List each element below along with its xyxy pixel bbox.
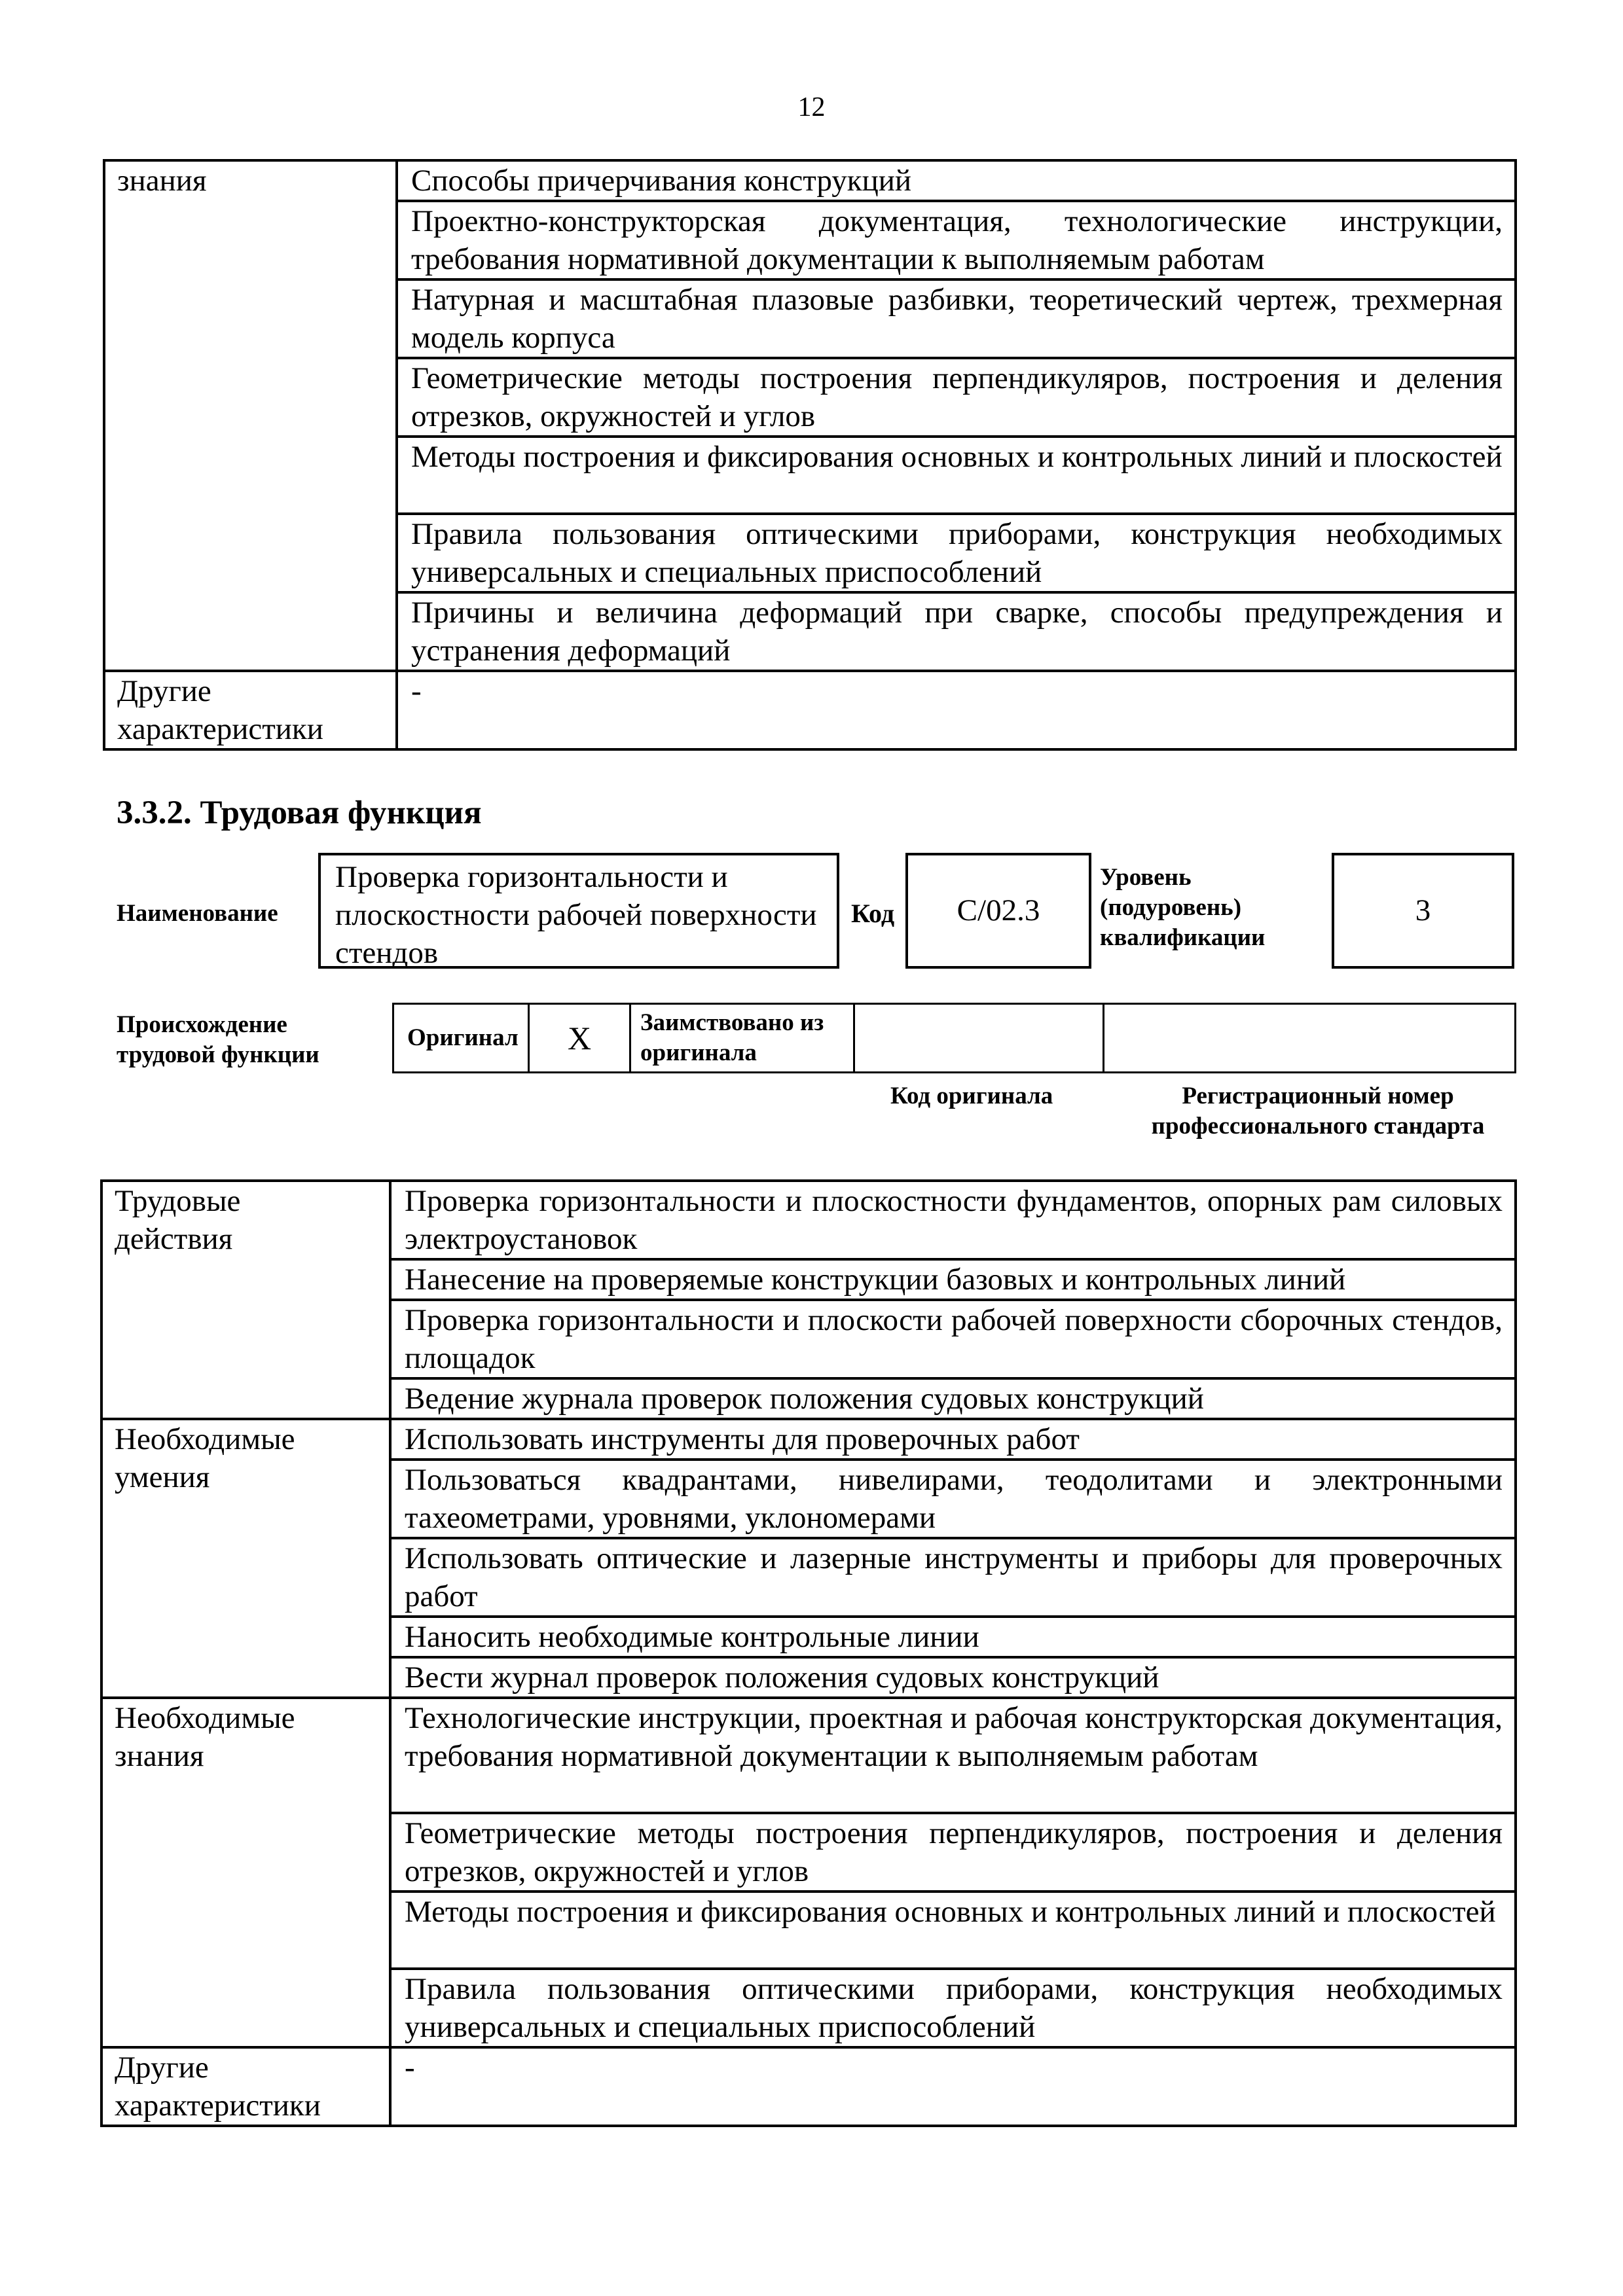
function-code-box	[905, 853, 1091, 969]
qualification-level-box	[1332, 853, 1514, 969]
original-label: Оригинал	[407, 1024, 519, 1051]
required-skills-label: Необходимые умения	[101, 1419, 390, 1698]
registration-number-caption: Регистрационный номер профессионального стандарта	[1151, 1083, 1485, 1139]
knowledge-item: Методы построения и фиксирования основных и контрольных линий и плоскостей	[390, 1892, 1516, 1969]
required-knowledge-label: Необходимые знания	[101, 1698, 390, 2047]
original-mark-cell	[529, 1004, 630, 1073]
knowledge-item: Натурная и масштабная плазовые разбивки, теоретический чертеж, трехмерная модель корпуса	[397, 279, 1516, 358]
registration-number-cell	[1104, 1004, 1516, 1073]
function-name-box	[318, 853, 839, 969]
skill-item: Использовать инструменты для проверочных работ	[390, 1419, 1516, 1460]
skill-item: Пользоваться квадрантами, нивелирами, теодолитами и электронными тахеометрами, уровнями, уклономерами	[390, 1460, 1516, 1538]
other-characteristics-value: -	[390, 2047, 1516, 2126]
other-characteristics-label: Другие характеристики	[104, 671, 397, 749]
origin-label: Происхождение трудовой функции	[117, 1011, 319, 1068]
function-code: С/02.3	[957, 893, 1040, 927]
labor-action-item: Проверка горизонтальности и плоскостности фундаментов, опорных рам силовых электроустановок	[390, 1181, 1516, 1259]
knowledge-table-continued	[103, 159, 1517, 751]
knowledge-item: Правила пользования оптическими приборами, конструкция необходимых универсальных и специальных приспособлений	[390, 1969, 1516, 2047]
labor-actions-label: Трудовые действия	[101, 1181, 390, 1419]
knowledge-label: знания	[117, 164, 207, 198]
name-label: Наименование	[117, 900, 278, 927]
origin-table	[392, 1003, 1516, 1073]
original-label-cell	[393, 1004, 529, 1073]
labor-function-table	[100, 1179, 1517, 2127]
knowledge-item: Проектно-конструкторская документация, технологические инструкции, требования нормативной документации к выполняемым работам	[397, 201, 1516, 279]
original-code-caption: Код оригинала	[890, 1083, 1053, 1109]
page-number: 12	[797, 92, 826, 122]
skill-item: Использовать оптические и лазерные инструменты и приборы для проверочных работ	[390, 1538, 1516, 1617]
knowledge-item: Методы построения и фиксирования основных и контрольных линий и плоскостей	[397, 437, 1516, 514]
knowledge-item: Геометрические методы построения перпендикуляров, построения и деления отрезков, окружностей и углов	[390, 1813, 1516, 1892]
knowledge-item: Правила пользования оптическими приборами, конструкция необходимых универсальных и специальных приспособлений	[397, 514, 1516, 592]
qualification-level-label: Уровень (подуровень) квалификации	[1100, 864, 1266, 951]
knowledge-item: Геометрические методы построения перпендикуляров, построения и деления отрезков, окружностей и углов	[397, 358, 1516, 437]
original-code-cell	[854, 1004, 1104, 1073]
knowledge-label-cell	[104, 160, 397, 671]
other-characteristics-value: -	[397, 671, 1516, 749]
skill-item: Наносить необходимые контрольные линии	[390, 1617, 1516, 1657]
borrowed-label-cell: Заимствовано из оригинала	[630, 1004, 854, 1073]
labor-action-item: Ведение журнала проверок положения судовых конструкций	[390, 1378, 1516, 1419]
section-heading: 3.3.2. Трудовая функция	[117, 795, 482, 831]
knowledge-item: Способы причерчивания конструкций	[397, 160, 1516, 201]
code-label: Код	[851, 899, 895, 928]
labor-action-item: Проверка горизонтальности и плоскости рабочей поверхности сборочных стендов, площадок	[390, 1300, 1516, 1378]
skill-item: Вести журнал проверок положения судовых конструкций	[390, 1657, 1516, 1698]
knowledge-item: Технологические инструкции, проектная и рабочая конструкторская документация, требования нормативной документации к выполняемым работам	[390, 1698, 1516, 1813]
other-characteristics-label: Другие характеристики	[101, 2047, 390, 2126]
labor-action-item: Нанесение на проверяемые конструкции базовых и контрольных линий	[390, 1259, 1516, 1300]
qualification-level: 3	[1415, 893, 1431, 927]
original-mark: X	[567, 1020, 592, 1056]
function-name: Проверка горизонтальности и плоскостности рабочей поверхности стендов	[335, 860, 817, 970]
knowledge-item: Причины и величина деформаций при сварке, способы предупреждения и устранения деформаций	[397, 592, 1516, 671]
